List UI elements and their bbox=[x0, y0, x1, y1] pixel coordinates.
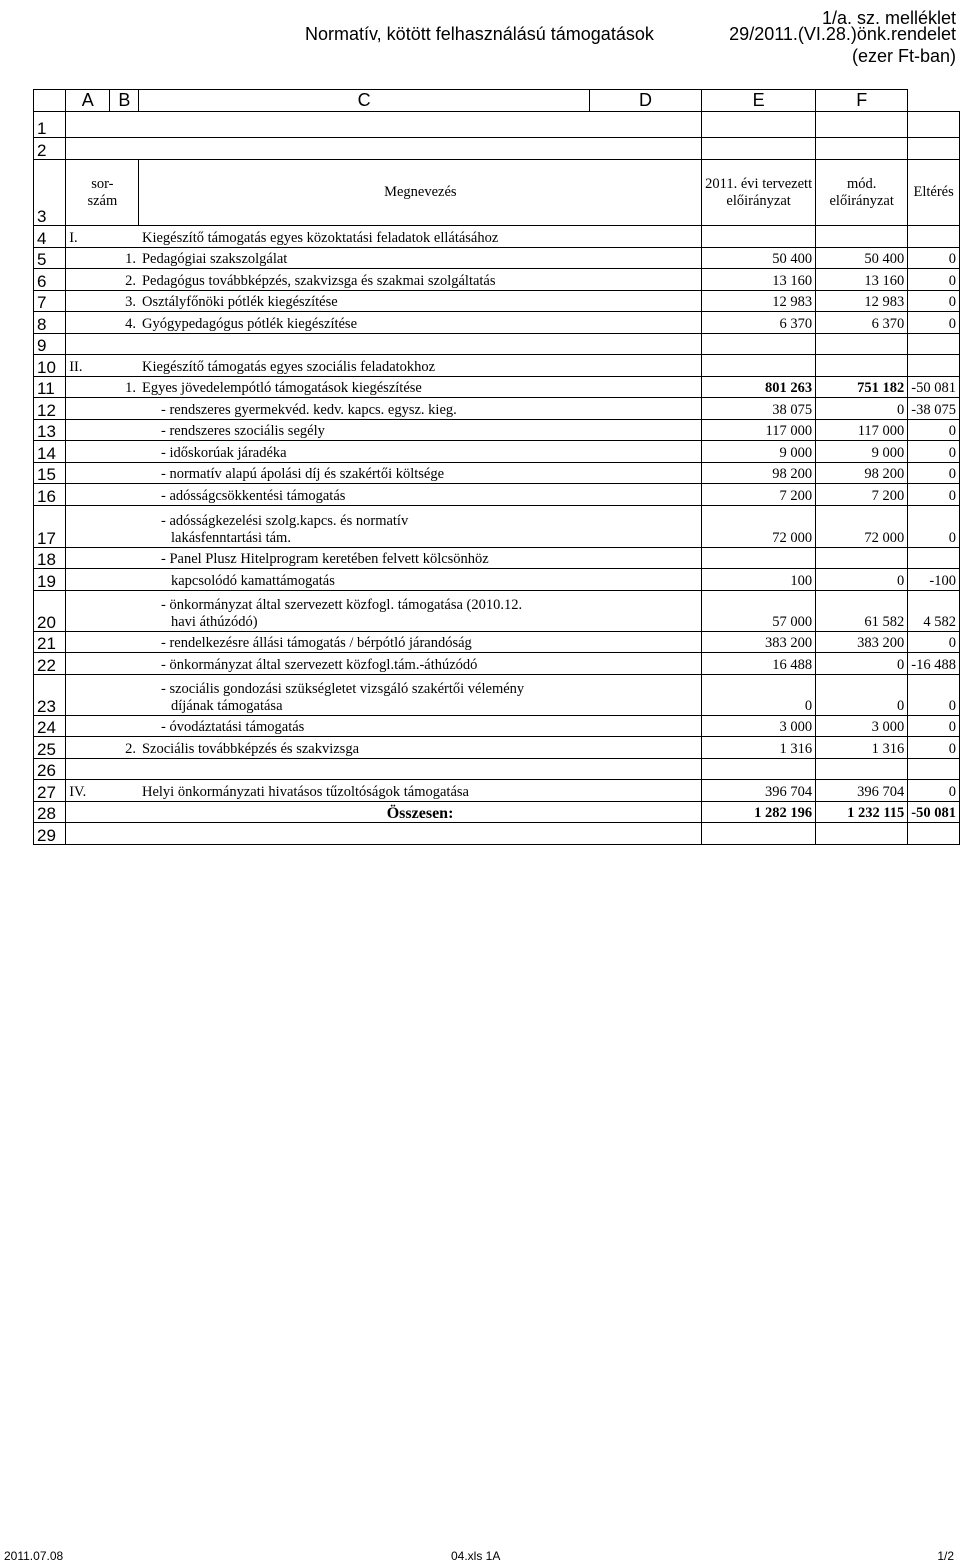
cell-e[interactable] bbox=[816, 138, 908, 160]
row-number: 2 bbox=[34, 138, 66, 160]
cell-c[interactable] bbox=[139, 484, 702, 506]
cell-f[interactable]: 0 bbox=[908, 419, 960, 441]
cell-d[interactable]: 72 000 bbox=[702, 505, 816, 547]
cell-c-text-line2: havi áthúzódó) bbox=[170, 613, 258, 630]
cell-f[interactable]: 0 bbox=[908, 290, 960, 312]
cell-a[interactable] bbox=[66, 674, 110, 715]
cell-d[interactable]: 1 282 196 bbox=[702, 801, 816, 823]
row-number: 18 bbox=[34, 547, 66, 569]
cell-b[interactable]: 2. bbox=[110, 737, 139, 759]
cell-e[interactable] bbox=[816, 112, 908, 138]
cell-c[interactable] bbox=[139, 715, 702, 737]
cell-a[interactable] bbox=[66, 801, 110, 823]
cell-c[interactable] bbox=[139, 758, 702, 780]
table-row bbox=[34, 737, 960, 759]
cell-a[interactable] bbox=[66, 569, 110, 591]
cell-c-text: Gyógypedagógus pótlék kiegészítése bbox=[141, 315, 358, 332]
cell-a[interactable] bbox=[66, 290, 110, 312]
row-number: 20 bbox=[34, 590, 66, 631]
table-row bbox=[34, 758, 960, 780]
cell-c[interactable] bbox=[139, 398, 702, 420]
cell-c[interactable] bbox=[139, 590, 702, 631]
table-row bbox=[34, 462, 960, 484]
cell-f[interactable] bbox=[908, 355, 960, 377]
cell-b[interactable] bbox=[110, 226, 139, 248]
table-row bbox=[34, 312, 960, 334]
table-row bbox=[34, 484, 960, 506]
sorszam-line2: szám bbox=[87, 192, 118, 209]
cell-c-text: Pedagógiai szakszolgálat bbox=[141, 251, 288, 267]
cell-d[interactable] bbox=[702, 138, 816, 160]
cell-b[interactable] bbox=[110, 505, 139, 547]
cell-d[interactable]: 396 704 bbox=[702, 780, 816, 802]
table-row bbox=[34, 112, 960, 138]
cell-e[interactable] bbox=[816, 758, 908, 780]
footer-file: 04.xls 1A bbox=[451, 1549, 501, 1563]
cell-d[interactable]: 12 983 bbox=[702, 290, 816, 312]
cell-c[interactable] bbox=[139, 312, 702, 334]
cell-f[interactable] bbox=[908, 333, 960, 355]
cell-e[interactable] bbox=[816, 333, 908, 355]
cell-d[interactable]: 57 000 bbox=[702, 590, 816, 631]
cell-b[interactable] bbox=[110, 441, 139, 463]
cell-e[interactable]: 396 704 bbox=[816, 780, 908, 802]
cell-b[interactable] bbox=[110, 112, 139, 138]
cell-c-text: - normatív alapú ápolási díj és szakértői költsége bbox=[160, 466, 445, 482]
cell-c[interactable] bbox=[139, 505, 702, 547]
cell-f[interactable]: 0 bbox=[908, 462, 960, 484]
cell-c-text: - rendelkezésre állási támogatás / bérpótló járandóság bbox=[160, 635, 472, 651]
cell-b[interactable] bbox=[110, 547, 139, 569]
row-number: 15 bbox=[34, 462, 66, 484]
cell-e[interactable]: 61 582 bbox=[816, 590, 908, 631]
cell-c-text: - Panel Plusz Hitelprogram keretében felvett kölcsönhöz bbox=[160, 551, 489, 567]
cell-a[interactable] bbox=[66, 505, 110, 547]
cell-d[interactable]: 0 bbox=[702, 674, 816, 715]
cell-e[interactable]: 50 400 bbox=[816, 247, 908, 269]
table-row bbox=[34, 823, 960, 845]
row-number: 8 bbox=[34, 312, 66, 334]
cell-a[interactable] bbox=[66, 398, 110, 420]
row-number: 23 bbox=[34, 674, 66, 715]
cell-c[interactable] bbox=[139, 441, 702, 463]
row-number: 27 bbox=[34, 780, 66, 802]
cell-a[interactable] bbox=[66, 112, 110, 138]
cell-c-text: - önkormányzat által szervezett közfogl. támogatása (2010.12. bbox=[160, 596, 523, 613]
table-row bbox=[34, 674, 960, 715]
row-number: 14 bbox=[34, 441, 66, 463]
table-row bbox=[34, 398, 960, 420]
cell-d[interactable]: 6 370 bbox=[702, 312, 816, 334]
cell-d[interactable]: 3 000 bbox=[702, 715, 816, 737]
cell-c[interactable] bbox=[139, 269, 702, 291]
cell-f[interactable]: -100 bbox=[908, 569, 960, 591]
cell-b[interactable] bbox=[110, 674, 139, 715]
cell-b[interactable]: 2. bbox=[110, 269, 139, 291]
cell-d[interactable]: 13 160 bbox=[702, 269, 816, 291]
cell-f[interactable]: 0 bbox=[908, 737, 960, 759]
mod-header bbox=[816, 160, 908, 226]
table-row bbox=[34, 590, 960, 631]
cell-d[interactable]: 801 263 bbox=[702, 376, 816, 398]
cell-a[interactable] bbox=[66, 419, 110, 441]
cell-b[interactable] bbox=[110, 333, 139, 355]
row-number: 12 bbox=[34, 398, 66, 420]
row-number: 10 bbox=[34, 355, 66, 377]
cell-c-text: - rendszeres szociális segély bbox=[160, 423, 325, 439]
table-row bbox=[34, 269, 960, 291]
cell-c[interactable] bbox=[139, 333, 702, 355]
cell-b[interactable] bbox=[110, 653, 139, 675]
table-row bbox=[34, 780, 960, 802]
tervezett-header bbox=[702, 160, 816, 226]
table-row bbox=[34, 247, 960, 269]
cell-e[interactable]: 6 370 bbox=[816, 312, 908, 334]
decree-label: 29/2011.(VI.28.)önk.rendelet bbox=[729, 24, 956, 44]
cell-a[interactable] bbox=[66, 333, 110, 355]
cell-a[interactable] bbox=[66, 631, 110, 653]
cell-d[interactable]: 16 488 bbox=[702, 653, 816, 675]
cell-c-text: - szociális gondozási szükségletet vizsgáló szakértői vélemény bbox=[160, 680, 525, 697]
cell-e[interactable]: 117 000 bbox=[816, 419, 908, 441]
cell-a[interactable]: II. bbox=[66, 355, 110, 377]
table-row bbox=[34, 441, 960, 463]
row-number: 22 bbox=[34, 653, 66, 675]
cell-b[interactable] bbox=[110, 569, 139, 591]
cell-a[interactable]: IV. bbox=[66, 780, 110, 802]
cell-a[interactable] bbox=[66, 312, 110, 334]
tervezett-line2: előirányzat bbox=[726, 192, 791, 209]
elteres-header: Eltérés bbox=[908, 160, 960, 226]
cell-b[interactable] bbox=[110, 801, 139, 823]
cell-f[interactable]: 0 bbox=[908, 441, 960, 463]
cell-d[interactable]: 100 bbox=[702, 569, 816, 591]
row-number: 1 bbox=[34, 112, 66, 138]
cell-b[interactable]: 1. bbox=[110, 247, 139, 269]
cell-c[interactable] bbox=[139, 226, 702, 248]
cell-c[interactable] bbox=[139, 376, 702, 398]
cell-f[interactable]: 0 bbox=[908, 505, 960, 547]
mod-line2: előirányzat bbox=[829, 192, 894, 209]
cell-e[interactable]: 0 bbox=[816, 674, 908, 715]
cell-c-text: - óvodáztatási támogatás bbox=[160, 719, 305, 735]
cell-a[interactable] bbox=[66, 715, 110, 737]
cell-a[interactable] bbox=[66, 737, 110, 759]
cell-b[interactable] bbox=[110, 398, 139, 420]
cell-d[interactable]: 7 200 bbox=[702, 484, 816, 506]
cell-b[interactable] bbox=[110, 631, 139, 653]
cell-e[interactable]: 751 182 bbox=[816, 376, 908, 398]
cell-d[interactable] bbox=[702, 823, 816, 845]
table-row bbox=[34, 419, 960, 441]
table-row bbox=[34, 290, 960, 312]
cell-d[interactable] bbox=[702, 547, 816, 569]
table-row bbox=[34, 653, 960, 675]
column-header[interactable]: D bbox=[589, 90, 701, 112]
cell-f[interactable]: -50 081 bbox=[908, 376, 960, 398]
cell-e[interactable] bbox=[816, 355, 908, 377]
cell-a[interactable] bbox=[66, 590, 110, 631]
cell-c[interactable] bbox=[139, 290, 702, 312]
cell-a[interactable] bbox=[66, 462, 110, 484]
row-number: 26 bbox=[34, 758, 66, 780]
cell-f[interactable]: 4 582 bbox=[908, 590, 960, 631]
cell-f[interactable] bbox=[908, 138, 960, 160]
cell-c[interactable] bbox=[139, 823, 702, 845]
cell-e[interactable]: 0 bbox=[816, 653, 908, 675]
cell-f[interactable] bbox=[908, 758, 960, 780]
mod-line1: mód. bbox=[846, 175, 877, 192]
cell-d[interactable]: 38 075 bbox=[702, 398, 816, 420]
cell-b[interactable] bbox=[110, 823, 139, 845]
cell-c[interactable] bbox=[139, 419, 702, 441]
cell-a[interactable] bbox=[66, 441, 110, 463]
cell-c-text: - rendszeres gyermekvéd. kedv. kapcs. egysz. kieg. bbox=[160, 401, 457, 418]
column-header-row bbox=[34, 90, 960, 112]
cell-b[interactable] bbox=[110, 138, 139, 160]
cell-e[interactable]: 383 200 bbox=[816, 631, 908, 653]
row-number: 5 bbox=[34, 247, 66, 269]
cell-e[interactable]: 9 000 bbox=[816, 441, 908, 463]
cell-b[interactable]: 4. bbox=[110, 312, 139, 334]
row-number: 11 bbox=[34, 376, 66, 398]
row-number: 13 bbox=[34, 419, 66, 441]
column-header[interactable]: E bbox=[702, 90, 816, 112]
cell-c[interactable] bbox=[139, 547, 702, 569]
cell-a[interactable] bbox=[66, 247, 110, 269]
row-number: 16 bbox=[34, 484, 66, 506]
cell-c[interactable] bbox=[139, 462, 702, 484]
cell-c-text-line2: kapcsolódó kamattámogatás bbox=[170, 572, 335, 589]
table-row bbox=[34, 569, 960, 591]
cell-e[interactable] bbox=[816, 226, 908, 248]
table-row bbox=[34, 715, 960, 737]
cell-f[interactable]: -38 075 bbox=[908, 398, 960, 420]
cell-c[interactable] bbox=[139, 674, 702, 715]
spreadsheet-table bbox=[33, 89, 960, 845]
cell-c-text: Összesen: bbox=[386, 805, 454, 822]
sorszam-line1: sor- bbox=[91, 175, 114, 192]
cell-e[interactable]: 7 200 bbox=[816, 484, 908, 506]
cell-e[interactable]: 0 bbox=[816, 398, 908, 420]
cell-d[interactable]: 9 000 bbox=[702, 441, 816, 463]
cell-f[interactable] bbox=[908, 226, 960, 248]
cell-e[interactable]: 1 316 bbox=[816, 737, 908, 759]
cell-f[interactable]: 0 bbox=[908, 312, 960, 334]
cell-f[interactable]: 0 bbox=[908, 715, 960, 737]
cell-c-text: - adósságkezelési szolg.kapcs. és normatív bbox=[160, 512, 409, 529]
cell-d[interactable] bbox=[702, 333, 816, 355]
cell-f[interactable]: 0 bbox=[908, 631, 960, 653]
cell-a[interactable] bbox=[66, 138, 110, 160]
tervezett-line1: 2011. évi tervezett bbox=[705, 175, 813, 192]
cell-c-text: - önkormányzat által szervezett közfogl.tám.-áthúzódó bbox=[160, 656, 478, 673]
cell-c[interactable] bbox=[139, 355, 702, 377]
cell-d[interactable]: 50 400 bbox=[702, 247, 816, 269]
cell-c-text: - időskorúak járadéka bbox=[160, 444, 287, 461]
footer-page: 1/2 bbox=[937, 1549, 954, 1563]
page-title: Normatív, kötött felhasználású támogatások bbox=[305, 24, 654, 44]
cell-b[interactable] bbox=[110, 355, 139, 377]
cell-c[interactable] bbox=[139, 801, 702, 823]
table-row bbox=[34, 376, 960, 398]
row-number: 17 bbox=[34, 505, 66, 547]
cell-c-text: - adósságcsökkentési támogatás bbox=[160, 487, 346, 504]
cell-f[interactable]: -16 488 bbox=[908, 653, 960, 675]
cell-c-text: Pedagógus továbbképzés, szakvizsga és szakmai szolgáltatás bbox=[141, 272, 496, 289]
row-number: 9 bbox=[34, 333, 66, 355]
cell-b[interactable] bbox=[110, 419, 139, 441]
cell-c-text: Kiegészítő támogatás egyes szociális feladatokhoz bbox=[141, 358, 436, 375]
cell-f[interactable]: 0 bbox=[908, 674, 960, 715]
row-number: 4 bbox=[34, 226, 66, 248]
cell-a[interactable] bbox=[66, 484, 110, 506]
cell-f[interactable]: 0 bbox=[908, 269, 960, 291]
cell-a[interactable]: I. bbox=[66, 226, 110, 248]
cell-c-text: Egyes jövedelempótló támogatások kiegészítése bbox=[141, 380, 422, 396]
cell-e[interactable]: 13 160 bbox=[816, 269, 908, 291]
cell-b[interactable]: 1. bbox=[110, 376, 139, 398]
annex-label: 1/a. sz. melléklet bbox=[821, 8, 956, 28]
cell-f[interactable]: 0 bbox=[908, 780, 960, 802]
row-number: 29 bbox=[34, 823, 66, 845]
cell-b[interactable] bbox=[110, 484, 139, 506]
column-header[interactable]: F bbox=[816, 90, 908, 112]
column-header[interactable]: B bbox=[110, 90, 139, 112]
cell-d[interactable]: 383 200 bbox=[702, 631, 816, 653]
cell-f[interactable]: 0 bbox=[908, 247, 960, 269]
row-number: 7 bbox=[34, 290, 66, 312]
row-number: 21 bbox=[34, 631, 66, 653]
cell-d[interactable] bbox=[702, 226, 816, 248]
cell-f[interactable] bbox=[908, 823, 960, 845]
cell-f[interactable] bbox=[908, 112, 960, 138]
row-number: 25 bbox=[34, 737, 66, 759]
cell-b[interactable] bbox=[110, 590, 139, 631]
cell-d[interactable]: 1 316 bbox=[702, 737, 816, 759]
row-number: 3 bbox=[34, 160, 66, 226]
unit-label: (ezer Ft-ban) bbox=[851, 46, 956, 66]
cell-c[interactable] bbox=[139, 737, 702, 759]
cell-b[interactable] bbox=[110, 462, 139, 484]
cell-c[interactable] bbox=[139, 631, 702, 653]
cell-d[interactable]: 98 200 bbox=[702, 462, 816, 484]
table-row bbox=[34, 333, 960, 355]
cell-c[interactable] bbox=[139, 138, 702, 160]
row-number: 6 bbox=[34, 269, 66, 291]
cell-e[interactable]: 3 000 bbox=[816, 715, 908, 737]
cell-e[interactable]: 0 bbox=[816, 569, 908, 591]
table-row bbox=[34, 547, 960, 569]
cell-a[interactable] bbox=[66, 269, 110, 291]
cell-a[interactable] bbox=[66, 653, 110, 675]
table-row bbox=[34, 160, 960, 226]
cell-f[interactable]: -50 081 bbox=[908, 801, 960, 823]
cell-c-text: Osztályfőnöki pótlék kiegészítése bbox=[141, 294, 338, 310]
sorszam-header bbox=[66, 160, 139, 226]
column-header[interactable]: C bbox=[139, 90, 589, 112]
table-row bbox=[34, 138, 960, 160]
cell-c[interactable] bbox=[139, 653, 702, 675]
cell-c[interactable] bbox=[139, 569, 702, 591]
cell-c[interactable] bbox=[139, 247, 702, 269]
row-number: 19 bbox=[34, 569, 66, 591]
cell-c-text-line2: díjának támogatása bbox=[170, 697, 283, 714]
cell-e[interactable]: 98 200 bbox=[816, 462, 908, 484]
cell-f[interactable] bbox=[908, 547, 960, 569]
row-number: 24 bbox=[34, 715, 66, 737]
table-row bbox=[34, 801, 960, 823]
table-row bbox=[34, 505, 960, 547]
megnevezes-header: Megnevezés bbox=[139, 160, 702, 226]
row-number: 28 bbox=[34, 801, 66, 823]
cell-e[interactable] bbox=[816, 823, 908, 845]
cell-e[interactable]: 1 232 115 bbox=[816, 801, 908, 823]
table-row bbox=[34, 355, 960, 377]
table-row bbox=[34, 226, 960, 248]
cell-d[interactable] bbox=[702, 758, 816, 780]
cell-e[interactable]: 12 983 bbox=[816, 290, 908, 312]
cell-d[interactable]: 117 000 bbox=[702, 419, 816, 441]
cell-a[interactable] bbox=[66, 823, 110, 845]
cell-a[interactable] bbox=[66, 376, 110, 398]
cell-c-text: Szociális továbbképzés és szakvizsga bbox=[141, 740, 360, 757]
cell-b[interactable] bbox=[110, 758, 139, 780]
cell-f[interactable]: 0 bbox=[908, 484, 960, 506]
cell-d[interactable] bbox=[702, 355, 816, 377]
cell-a[interactable] bbox=[66, 547, 110, 569]
cell-c[interactable] bbox=[139, 112, 702, 138]
table-row bbox=[34, 631, 960, 653]
cell-b[interactable] bbox=[110, 780, 139, 802]
cell-c-text: Kiegészítő támogatás egyes közoktatási feladatok ellátásához bbox=[141, 229, 499, 246]
cell-b[interactable] bbox=[110, 715, 139, 737]
cell-a[interactable] bbox=[66, 758, 110, 780]
cell-b[interactable]: 3. bbox=[110, 290, 139, 312]
cell-c[interactable] bbox=[139, 780, 702, 802]
footer-date: 2011.07.08 bbox=[4, 1549, 64, 1563]
cell-e[interactable]: 72 000 bbox=[816, 505, 908, 547]
cell-e[interactable] bbox=[816, 547, 908, 569]
cell-d[interactable] bbox=[702, 112, 816, 138]
column-header[interactable]: A bbox=[66, 90, 110, 112]
cell-c-text-line2: lakásfenntartási tám. bbox=[170, 529, 291, 546]
cell-c-text: Helyi önkormányzati hivatásos tűzoltóságok támogatása bbox=[141, 783, 469, 800]
